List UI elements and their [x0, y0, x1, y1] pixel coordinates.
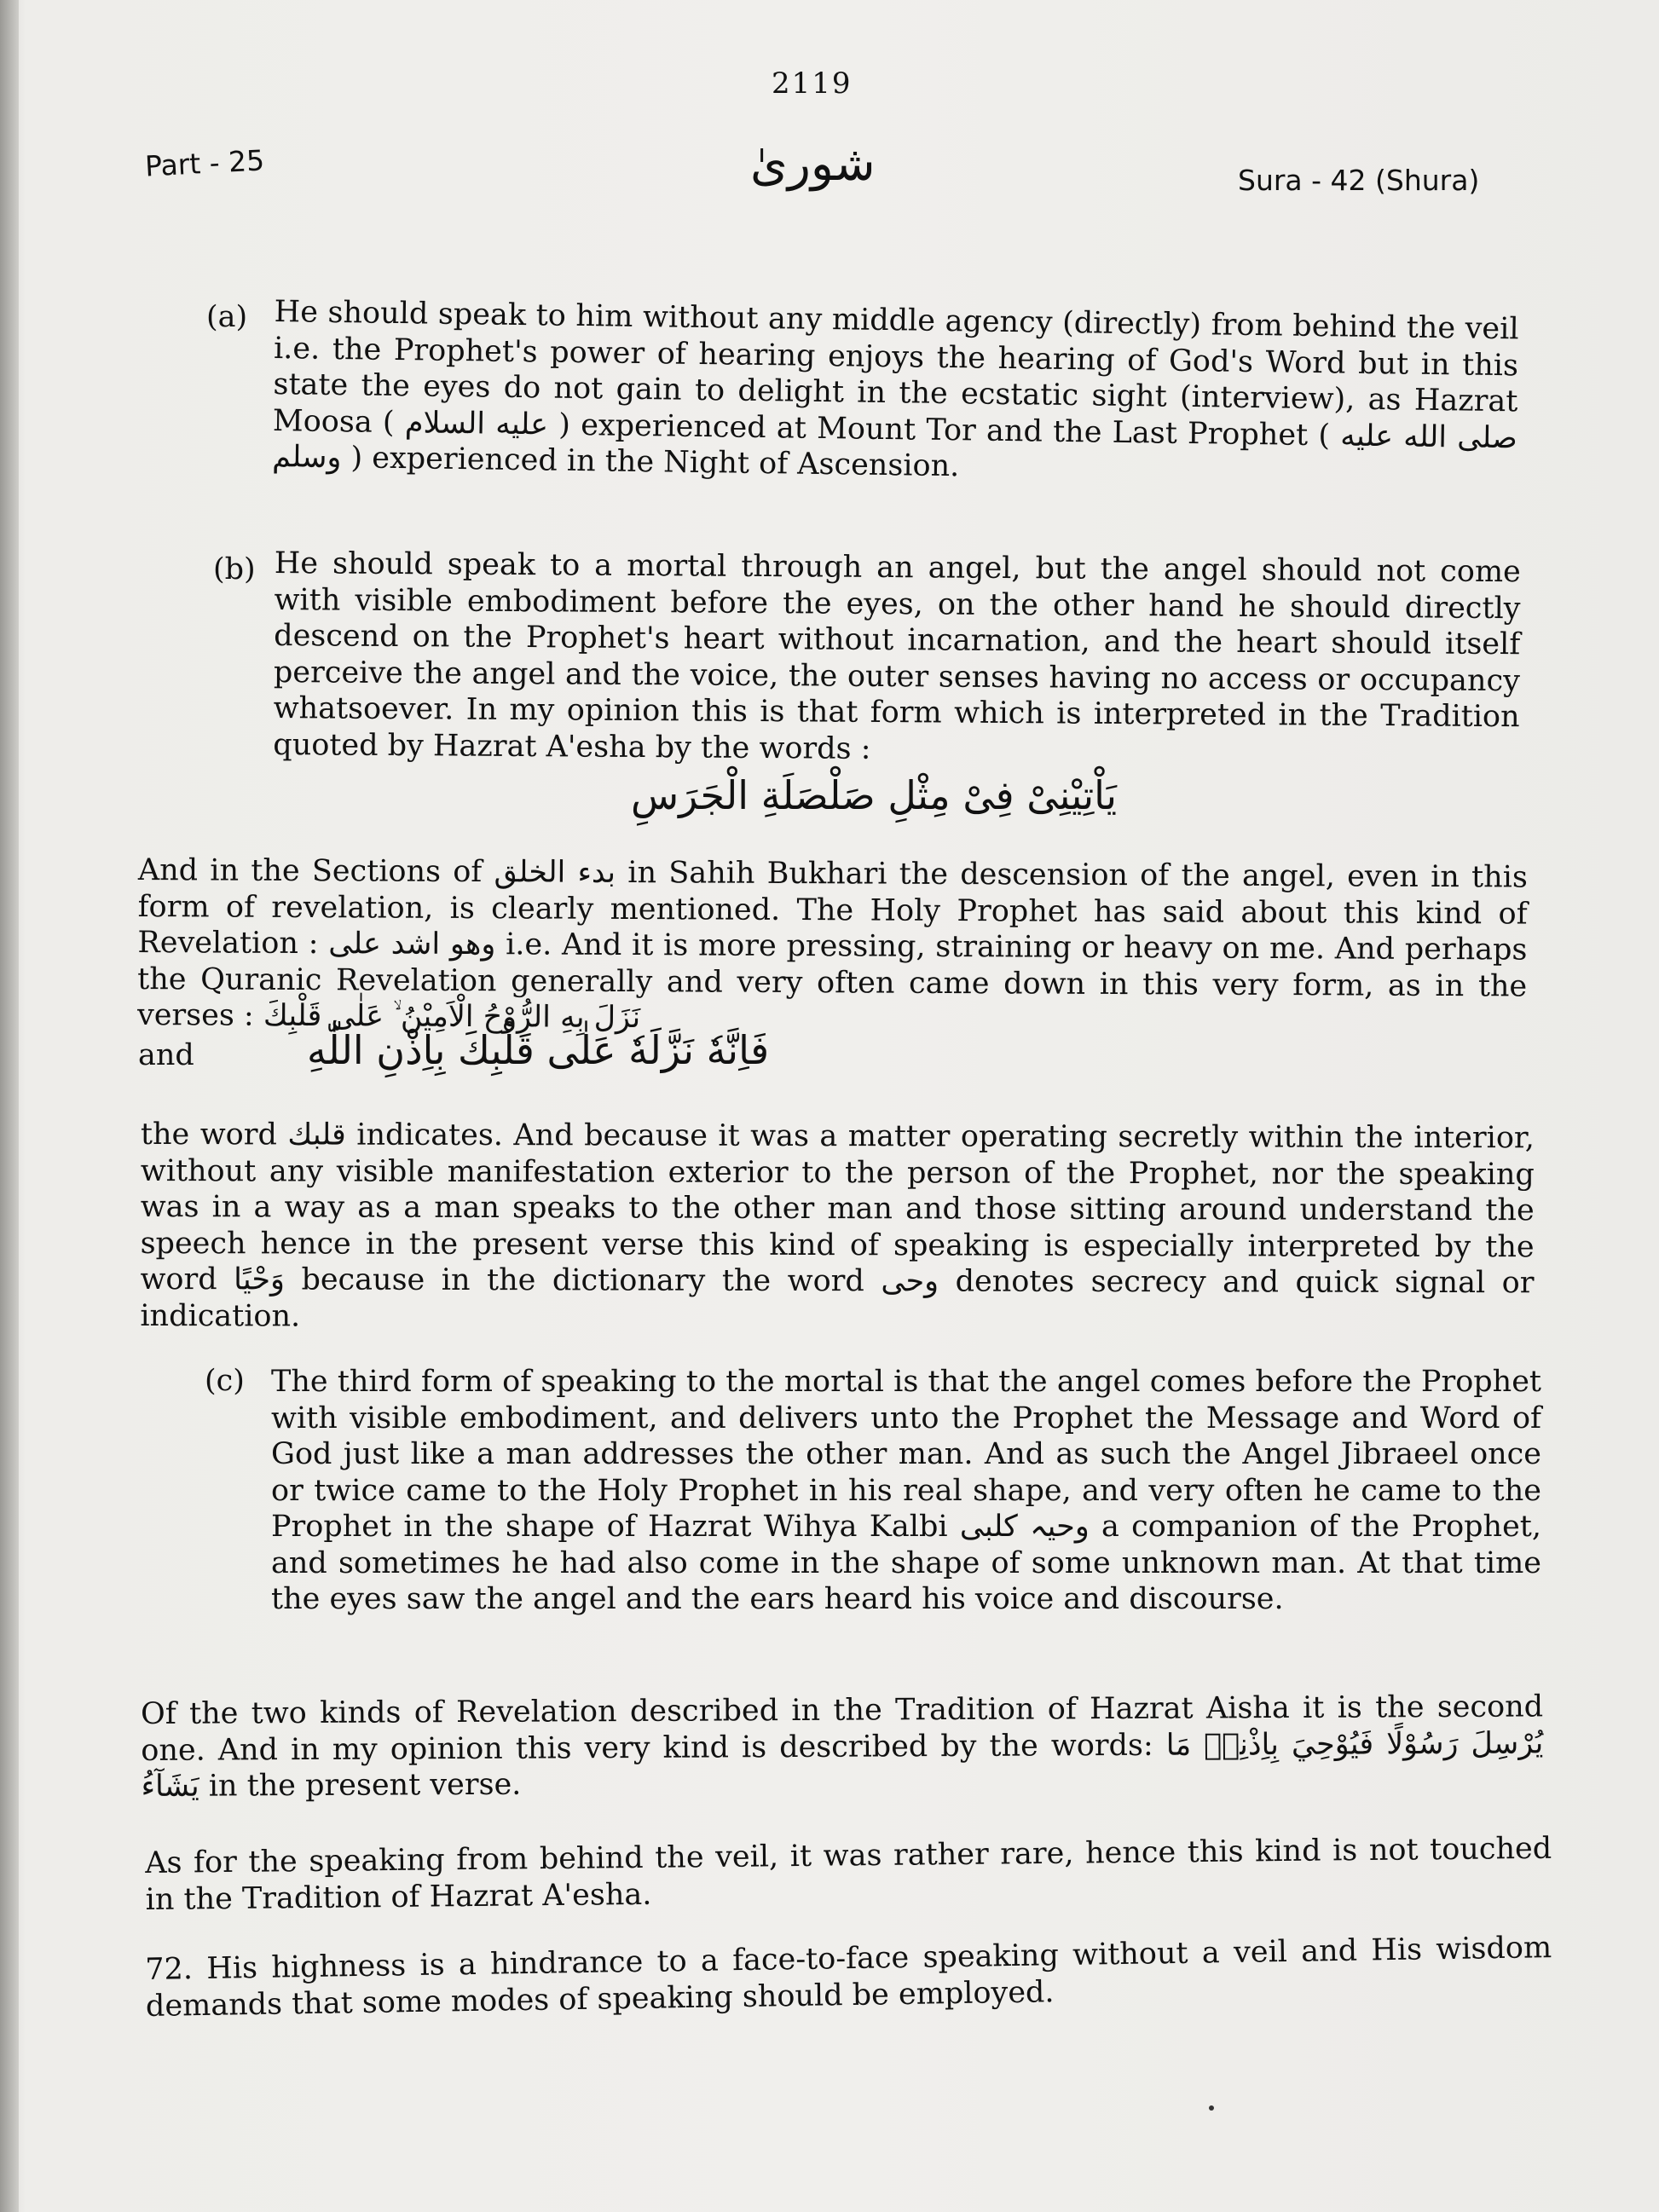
sura-arabic-title: شوریٰ — [750, 136, 876, 192]
section-a-label: (a) — [206, 300, 248, 334]
paragraph-the-word: the word قلبك indicates. And because it was a matter operating secretly within the interior, without any visible manifestation exterior to the person of the Prophet, nor the speaking was in a way as a man speaks to the other man and those sitting around understand the speech hence in the present verse this kind of speaking is especially interpreted by the word وَحْيًا because in the dictionary the word وحی denotes secrecy and quick signal or indication. — [140, 1118, 1535, 1333]
paragraph-72: 72. His highness is a hindrance to a face-to-face speaking without a veil and His wisdom demands that some modes of speaking should be employed. — [145, 1931, 1552, 2024]
speck-mark — [1209, 2105, 1214, 2111]
paragraph-veil: As for the speaking from behind the veil, it was rather rare, hence this kind is not touched in the Tradition of Hazrat A'esha. — [145, 1831, 1552, 1917]
page-number: 2119 — [772, 66, 853, 101]
section-a-text: He should speak to him without any middle agency (directly) from behind the veil i.e. the Prophet's power of hearing enjoys the hearing of God's Word but in this state the eyes do not gain to delight in the ecstatic sight (interview), as Hazrat Moosa ( عليه السلام ) experienced at Mount Tor and the Last Prophet ( صلى الله عليه وسلم ) experienced in the Night of Ascension. — [272, 294, 1519, 484]
paragraph-sections: And in the Sections of بدء الخلق in Sahih Bukhari the descension of the angel, even in this form of revelation, is clearly mentioned. The Holy Prophet has said about this kind of Revelation : وهو اشد على i.e. And it is more pressing, straining or heavy on me. And perhaps the Quranic Revelation generally and very often came down in this very form, as in the verses : نَزَلَ بِهِ الرُّوْحُ الْاَمِيْنُ ۙ عَلٰى قَلْبِكَ — [136, 853, 1528, 1036]
arabic-quote: يَاْتِيْنِىْ فِىْ مِثْلِ صَلْصَلَةِ الْجَرَسِ — [631, 772, 1117, 818]
and-label: and — [138, 1038, 194, 1072]
section-b-text: He should speak to a mortal through an angel, but the angel should not come with visible embodiment before the eyes, on the other hand he should directly descend on the Prophet's heart without incarnation, and the heart should itself perceive the angel and the voice, the outer senses having no access or occupancy whatsoever. In my opinion this is that form which is interpreted in the Tradition quoted by Hazrat A'esha by the words : — [273, 546, 1521, 766]
arabic-verse: فَاِنَّهٗ نَزَّلَهٗ عَلٰى قَلْبِكَ بِاِذْنِ اللّٰهِ — [307, 1027, 770, 1073]
section-b-label: (b) — [213, 552, 256, 586]
paragraph-two-kinds: Of the two kinds of Revelation described in the Tradition of Hazrat Aisha it is the second one. And in my opinion this very kind is described by the words: يُرْسِلَ رَسُوْلًا فَيُوْحِيَ بِاِذْنِهٖ مَا يَشَآءُ in the present verse. — [141, 1689, 1544, 1804]
section-c-label: (c) — [205, 1364, 245, 1398]
sura-label: Sura - 42 (Shura) — [1238, 164, 1480, 197]
part-label: Part - 25 — [144, 143, 265, 183]
book-spine-shadow — [0, 0, 19, 2212]
section-c-text: The third form of speaking to the mortal is that the angel comes before the Prophet with visible embodiment, and delivers unto the Prophet the Message and Word of God just like a man addresses the other man. And as such the Angel Jibraeel once or twice came to the Holy Prophet in his real shape, and very often he came to the Prophet in the shape of Hazrat Wihya Kalbi وحیہ کلبی a companion of the Prophet, and sometimes he had also come in the shape of some unknown man. At that time the eyes saw the angel and the ears heard his voice and discourse. — [271, 1365, 1541, 1616]
